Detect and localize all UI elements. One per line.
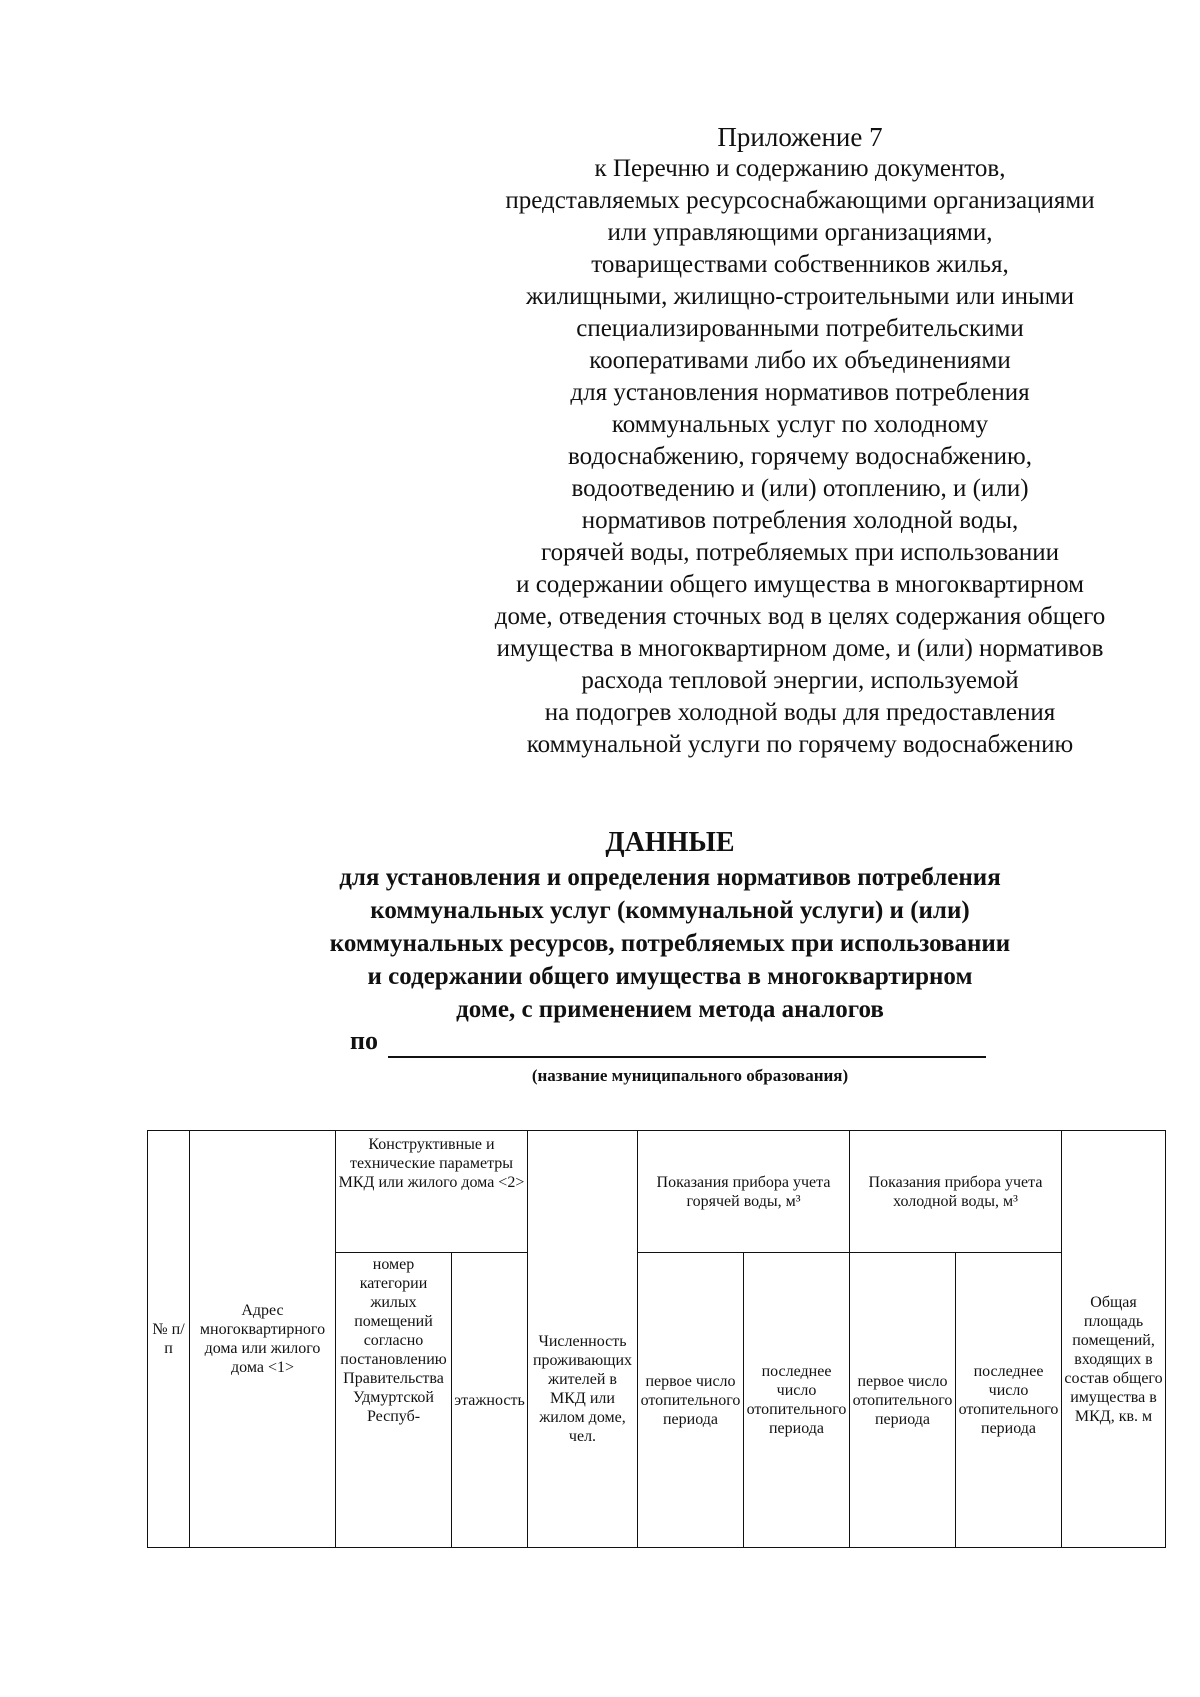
annex-line: коммунальной услуги по горячему водоснабжению <box>526 731 1074 758</box>
header-category: номер категории жилых помещений согласно постановлению Правительства Удмуртской Респуб- <box>336 1253 452 1548</box>
annex-line: кооперативами либо их объединениями <box>589 347 1011 374</box>
data-table <box>147 1130 1166 1548</box>
annex-line: товариществами собственников жилья, <box>591 251 1009 278</box>
heading-line: коммунальных услуг (коммунальной услуги) и (или) <box>370 897 970 924</box>
annex-line: и содержании общего имущества в многоквартирном <box>516 571 1084 598</box>
header-num: № п/п <box>148 1131 190 1548</box>
annex-line: доме, отведения сточных вод в целях содержания общего <box>494 603 1106 630</box>
annex-block <box>440 121 1160 761</box>
header-area: Общая площадь помещений, входящих в состав общего имущества в МКД, кв. м <box>1062 1131 1166 1548</box>
annex-line: имущества в многоквартирном доме, и (или) нормативов <box>496 635 1104 662</box>
header-hot-first: первое число отопительного периода <box>638 1253 744 1548</box>
heading-line: и содержании общего имущества в многоквартирном <box>367 963 973 990</box>
annex-line: представляемых ресурсоснабжающими организациями <box>505 187 1095 214</box>
po-label: по <box>350 1026 378 1055</box>
header-cold-first: первое число отопительного периода <box>850 1253 956 1548</box>
header-constructive: Конструктивные и технические параметры МКД или жилого дома <2> <box>336 1131 528 1253</box>
header-hot-meter: Показания прибора учета горячей воды, м³ <box>638 1131 850 1253</box>
municipality-blank-line <box>388 1056 986 1058</box>
annex-line: для установления нормативов потребления <box>570 379 1030 406</box>
header-residents: Численность проживающих жителей в МКД или жилом доме, чел. <box>528 1131 638 1548</box>
annex-line: или управляющими организациями, <box>607 219 993 246</box>
heading-title: ДАННЫЕ <box>605 827 735 858</box>
annex-line: коммунальных услуг по холодному <box>611 411 989 438</box>
heading-line: доме, с применением метода аналогов <box>456 996 884 1023</box>
annex-title: Приложение 7 <box>717 122 883 152</box>
header-address: Адрес многоквартирного дома или жилого дома <1> <box>190 1131 336 1548</box>
annex-line: на подогрев холодной воды для предоставления <box>544 699 1056 726</box>
annex-line: нормативов потребления холодной воды, <box>581 507 1019 534</box>
annex-line: расхода тепловой энергии, используемой <box>581 667 1019 694</box>
header-hot-last: последнее число отопительного периода <box>744 1253 850 1548</box>
header-cold-last: последнее число отопительного периода <box>956 1253 1062 1548</box>
header-floors: этажность <box>452 1253 528 1548</box>
annex-line: к Перечню и содержанию документов, <box>594 155 1006 182</box>
heading-line: для установления и определения нормативов потребления <box>339 864 1001 891</box>
document-heading <box>200 826 1140 1026</box>
annex-line: водоснабжению, горячему водоснабжению, <box>568 443 1032 470</box>
annex-line: специализированными потребительскими <box>576 315 1024 342</box>
header-cold-meter: Показания прибора учета холодной воды, м³ <box>850 1131 1062 1253</box>
municipality-caption: (название муниципального образования) <box>531 1066 849 1085</box>
annex-line: водоотведению и (или) отоплению, и (или) <box>571 475 1029 502</box>
heading-line: коммунальных ресурсов, потребляемых при использовании <box>329 930 1011 957</box>
annex-line: жилищными, жилищно-строительными или иными <box>525 283 1075 310</box>
municipality-row <box>350 1026 990 1060</box>
annex-line: горячей воды, потребляемых при использовании <box>540 539 1060 566</box>
